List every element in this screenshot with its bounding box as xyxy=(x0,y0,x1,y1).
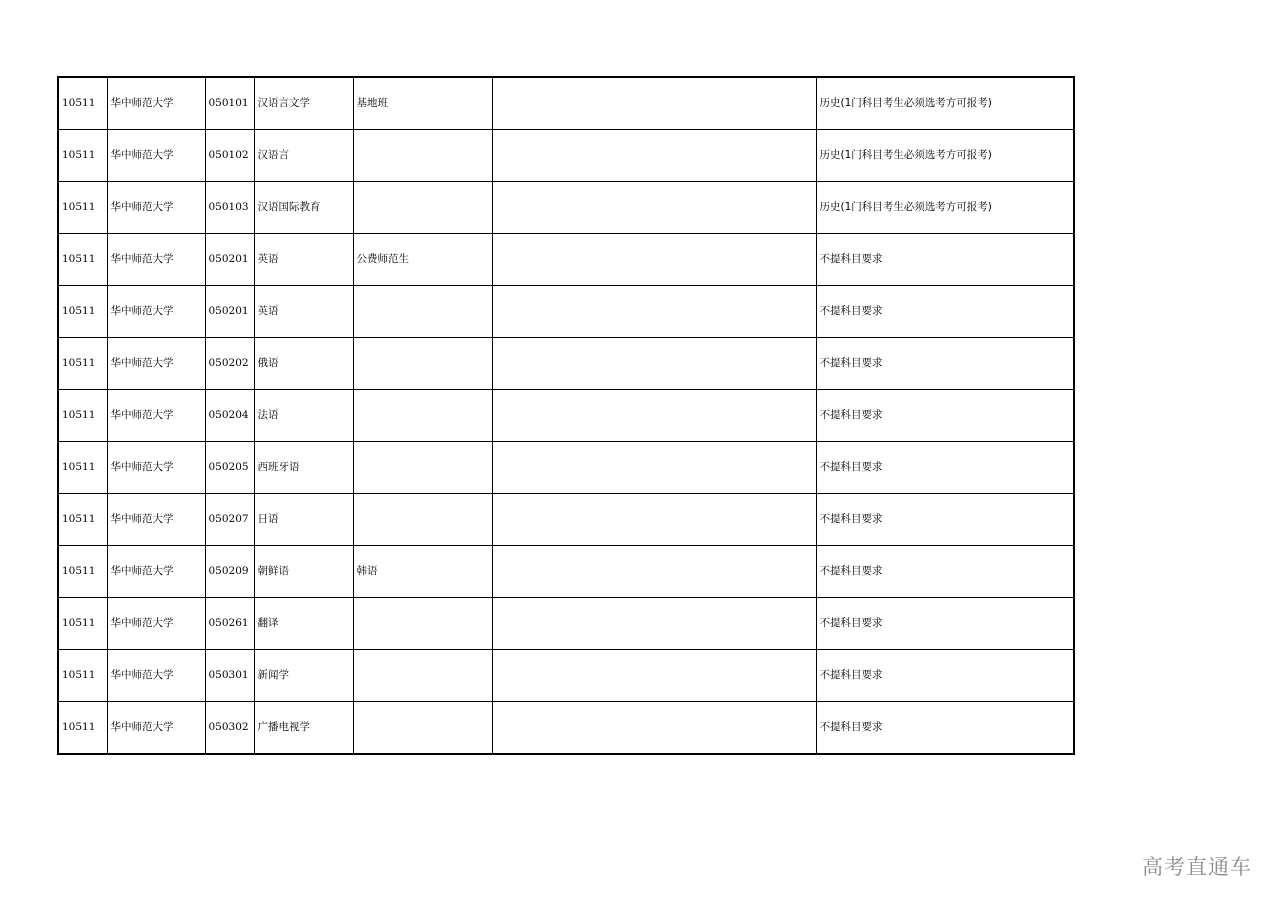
table-row xyxy=(58,182,1074,234)
blank-cell xyxy=(492,77,816,130)
subject-requirement-cell: 不提科目要求 xyxy=(816,702,1074,755)
major-code-cell: 050102 xyxy=(205,130,254,182)
institution-code-cell: 10511 xyxy=(58,338,107,390)
table-row xyxy=(58,702,1074,755)
subject-requirement-cell: 不提科目要求 xyxy=(816,286,1074,338)
table-row xyxy=(58,494,1074,546)
major-note-cell: 韩语 xyxy=(353,546,492,598)
subject-requirement-cell: 历史(1门科目考生必须选考方可报考) xyxy=(816,130,1074,182)
table-row xyxy=(58,546,1074,598)
institution-name-cell: 华中师范大学 xyxy=(107,650,205,702)
institution-name-cell: 华中师范大学 xyxy=(107,338,205,390)
admission-requirements-table xyxy=(57,76,1075,755)
major-note-cell xyxy=(353,130,492,182)
subject-requirement-cell: 不提科目要求 xyxy=(816,650,1074,702)
blank-cell xyxy=(492,286,816,338)
blank-cell xyxy=(492,702,816,755)
institution-name-cell: 华中师范大学 xyxy=(107,494,205,546)
institution-code-cell: 10511 xyxy=(58,598,107,650)
major-name-cell: 朝鲜语 xyxy=(254,546,353,598)
institution-name-cell: 华中师范大学 xyxy=(107,390,205,442)
subject-requirement-cell: 不提科目要求 xyxy=(816,494,1074,546)
watermark-text: 高考直通车 xyxy=(1142,855,1252,879)
blank-cell xyxy=(492,546,816,598)
major-note-cell xyxy=(353,650,492,702)
major-code-cell: 050201 xyxy=(205,286,254,338)
major-note-cell xyxy=(353,182,492,234)
subject-requirement-cell: 历史(1门科目考生必须选考方可报考) xyxy=(816,182,1074,234)
table-body xyxy=(58,77,1074,754)
table-row xyxy=(58,234,1074,286)
institution-name-cell: 华中师范大学 xyxy=(107,234,205,286)
major-name-cell: 翻译 xyxy=(254,598,353,650)
table-row xyxy=(58,286,1074,338)
major-note-cell xyxy=(353,702,492,755)
blank-cell xyxy=(492,182,816,234)
institution-code-cell: 10511 xyxy=(58,702,107,755)
major-name-cell: 汉语国际教育 xyxy=(254,182,353,234)
major-code-cell: 050302 xyxy=(205,702,254,755)
blank-cell xyxy=(492,234,816,286)
major-name-cell: 英语 xyxy=(254,234,353,286)
major-name-cell: 俄语 xyxy=(254,338,353,390)
institution-code-cell: 10511 xyxy=(58,234,107,286)
subject-requirement-cell: 不提科目要求 xyxy=(816,442,1074,494)
institution-code-cell: 10511 xyxy=(58,650,107,702)
institution-name-cell: 华中师范大学 xyxy=(107,442,205,494)
table-row xyxy=(58,77,1074,130)
major-code-cell: 050204 xyxy=(205,390,254,442)
institution-code-cell: 10511 xyxy=(58,77,107,130)
blank-cell xyxy=(492,598,816,650)
major-code-cell: 050201 xyxy=(205,234,254,286)
institution-code-cell: 10511 xyxy=(58,286,107,338)
institution-name-cell: 华中师范大学 xyxy=(107,182,205,234)
institution-name-cell: 华中师范大学 xyxy=(107,77,205,130)
subject-requirement-cell: 不提科目要求 xyxy=(816,598,1074,650)
major-name-cell: 汉语言文学 xyxy=(254,77,353,130)
institution-code-cell: 10511 xyxy=(58,390,107,442)
subject-requirement-cell: 不提科目要求 xyxy=(816,338,1074,390)
institution-name-cell: 华中师范大学 xyxy=(107,702,205,755)
major-code-cell: 050202 xyxy=(205,338,254,390)
blank-cell xyxy=(492,338,816,390)
major-note-cell xyxy=(353,442,492,494)
subject-requirement-cell: 历史(1门科目考生必须选考方可报考) xyxy=(816,77,1074,130)
major-code-cell: 050101 xyxy=(205,77,254,130)
major-name-cell: 法语 xyxy=(254,390,353,442)
table-row xyxy=(58,650,1074,702)
institution-name-cell: 华中师范大学 xyxy=(107,130,205,182)
major-name-cell: 汉语言 xyxy=(254,130,353,182)
subject-requirement-cell: 不提科目要求 xyxy=(816,234,1074,286)
blank-cell xyxy=(492,494,816,546)
institution-code-cell: 10511 xyxy=(58,442,107,494)
table-row xyxy=(58,442,1074,494)
blank-cell xyxy=(492,390,816,442)
institution-name-cell: 华中师范大学 xyxy=(107,286,205,338)
institution-code-cell: 10511 xyxy=(58,130,107,182)
blank-cell xyxy=(492,442,816,494)
institution-name-cell: 华中师范大学 xyxy=(107,598,205,650)
institution-name-cell: 华中师范大学 xyxy=(107,546,205,598)
major-name-cell: 英语 xyxy=(254,286,353,338)
major-code-cell: 050261 xyxy=(205,598,254,650)
major-code-cell: 050205 xyxy=(205,442,254,494)
subject-requirement-cell: 不提科目要求 xyxy=(816,546,1074,598)
table-row xyxy=(58,390,1074,442)
blank-cell xyxy=(492,650,816,702)
table-row xyxy=(58,130,1074,182)
table-row xyxy=(58,338,1074,390)
major-name-cell: 广播电视学 xyxy=(254,702,353,755)
major-note-cell xyxy=(353,598,492,650)
institution-code-cell: 10511 xyxy=(58,546,107,598)
major-note-cell: 基地班 xyxy=(353,77,492,130)
blank-cell xyxy=(492,130,816,182)
major-code-cell: 050209 xyxy=(205,546,254,598)
major-code-cell: 050301 xyxy=(205,650,254,702)
major-code-cell: 050103 xyxy=(205,182,254,234)
major-name-cell: 西班牙语 xyxy=(254,442,353,494)
major-code-cell: 050207 xyxy=(205,494,254,546)
table-row xyxy=(58,598,1074,650)
major-name-cell: 日语 xyxy=(254,494,353,546)
major-note-cell xyxy=(353,338,492,390)
institution-code-cell: 10511 xyxy=(58,494,107,546)
major-note-cell: 公费师范生 xyxy=(353,234,492,286)
major-note-cell xyxy=(353,390,492,442)
institution-code-cell: 10511 xyxy=(58,182,107,234)
subject-requirement-cell: 不提科目要求 xyxy=(816,390,1074,442)
major-name-cell: 新闻学 xyxy=(254,650,353,702)
major-note-cell xyxy=(353,286,492,338)
major-note-cell xyxy=(353,494,492,546)
